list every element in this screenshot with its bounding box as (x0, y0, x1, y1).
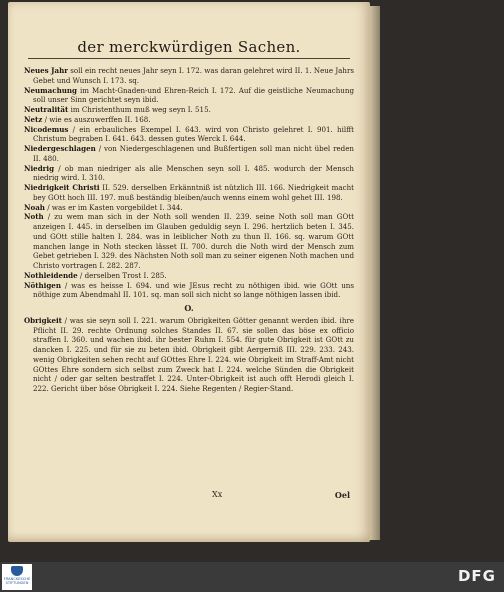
index-entry (24, 144, 354, 164)
index-entry (24, 115, 354, 125)
entry-text: / ob man niedriger als alle Menschen seyn soll I. 485. wodurch der Mensch niedrig wird. I. 310. (33, 163, 354, 183)
index-entry (24, 316, 354, 394)
index-entry (24, 271, 354, 281)
entry-term: Neutralität (24, 105, 69, 114)
entry-term: Netz (24, 114, 43, 124)
entry-term: Niedrigkeit Christi (24, 183, 100, 192)
entry-term: Niedrig (24, 163, 55, 173)
entry-text: / ein erbauliches Exempel I. 643. wird von Christo gelehret I. 901. hilfft Christum begraben I. 641. 643. dessen gutes Werck I. 644. (33, 124, 354, 144)
entry-term: Neues Jahr (24, 66, 68, 75)
index-entry (24, 66, 354, 86)
section-letter: O. (184, 303, 194, 313)
index-entry (24, 86, 354, 106)
index-entry (24, 105, 354, 115)
index-entry (24, 125, 354, 145)
entry-term: Nicodemus (24, 124, 69, 134)
entry-term: Noth (24, 212, 44, 222)
book-page (8, 2, 370, 542)
library-logo[interactable] (2, 564, 32, 590)
index-entry (24, 203, 354, 213)
index-entry (24, 212, 354, 271)
library-crest-icon (11, 566, 23, 576)
header-rule (28, 58, 350, 59)
library-logo-text: FRANCKESCHE STIFTUNGEN (3, 577, 31, 585)
dfg-logo[interactable]: DFG (457, 567, 496, 585)
index-entry (24, 281, 354, 301)
entry-text: im Macht-Gnaden-und Ehren-Reich I. 172. Auf die geistliche Neumachung soll unser Sinn gerichtet seyn ibid. (33, 85, 354, 105)
running-head: der merckwürdigen Sachen. (77, 38, 301, 56)
entry-text: / wie es auszuwerffen II. 168. (42, 114, 151, 124)
entry-term: Neumachung (24, 85, 78, 95)
entry-term: Noah (24, 202, 45, 212)
page-footer (24, 490, 354, 502)
page-edge (370, 6, 380, 540)
index-entry (24, 183, 354, 203)
entry-text: / was es heisse I. 694. und wie JEsus recht zu nöthigen ibid. wie GOtt uns nöthige zum Abendmahl II. 101. sq. man soll sich nicht so lange nöthigen lassen ibid. (33, 280, 354, 300)
entry-text: / von Niedergeschlagenen und Bußfertigen soll man nicht übel reden II. 480. (33, 144, 354, 163)
entry-term: Niedergeschlagen (24, 144, 96, 153)
signature-mark: Xx (212, 490, 223, 499)
entry-term: Nothleidende (24, 270, 78, 280)
entry-text: / zu wem man sich in der Noth soll wenden II. 239. seine Noth soll man GOtt anzeigen I. 445. in derselben im Glauben geduldig seyn I. 296. hertzlich beten I. 345. und GOtt stille halten I. 284. was in leiblicher Noth zu thun II. 166. sq. warum GOtt manchen lange in Noth stecken lässet II. 700. durch die Noth wird der Mensch zum Gebet getrieben I. 329. des Nächsten Noth soll man zu seiner eigenen Noth machen und Christo vortragen I. 282. 287. (33, 212, 354, 270)
entry-text: im Christenthum muß weg seyn I. 515. (68, 105, 211, 114)
entry-term: Obrigkeit (24, 315, 62, 325)
entry-text: / was er im Kasten vorgebildet I. 344. (44, 202, 183, 212)
catchword: Oel (334, 490, 350, 500)
index-entry (24, 164, 354, 184)
index-entries (24, 66, 354, 394)
entry-text: / was sie seyn soll I. 221. warum Obrigkeiten Götter genannt werden ibid. ihre Pflicht II. 29. rechte Ordnung solches Standes II. 67. sie sollen das böse ex officio straffen I. 360. und wachen ibid. ihr bester Ruhm I. 554. für gute Obrigkeit ist GOtt zu dancken I. 225. und für sie zu beten ibid. Obrigkeit gibt Aergerniß III. 229. 233. 243. wenig Obrigkeiten sehen recht auf GOttes Ehre I. 224. wie Obrigkeit im Straff-Amt nicht GOttes Ehre sondern sich selbst zum Zweck hat I. 224. welche Sünden die Obrigkeit nicht / oder gar selten bestraffet I. 224. Unter-Obrigkeit ist auch offt Herodi gleich I. 222. Gericht über böse Obrigkeit I. 224. Siehe Regenten / Regier-Stand. (33, 315, 354, 393)
entry-term: Nöthigen (24, 280, 61, 290)
viewer-bottom-bar (0, 562, 504, 592)
entry-text: / derselben Trost I. 285. (77, 270, 167, 280)
entry-text: soll ein recht neues Jahr seyn I. 172. was daran gelehret wird II. 1. Neue Jahrs Gebet und Wunsch I. 173. sq. (33, 66, 354, 85)
entry-text: II. 529. derselben Erkänntniß ist nützlich III. 166. Niedrigkeit macht bey GOtt hoch III. 197. muß beständig bleiben/auch wenns einem wohl gehet III. 198. (33, 183, 354, 202)
